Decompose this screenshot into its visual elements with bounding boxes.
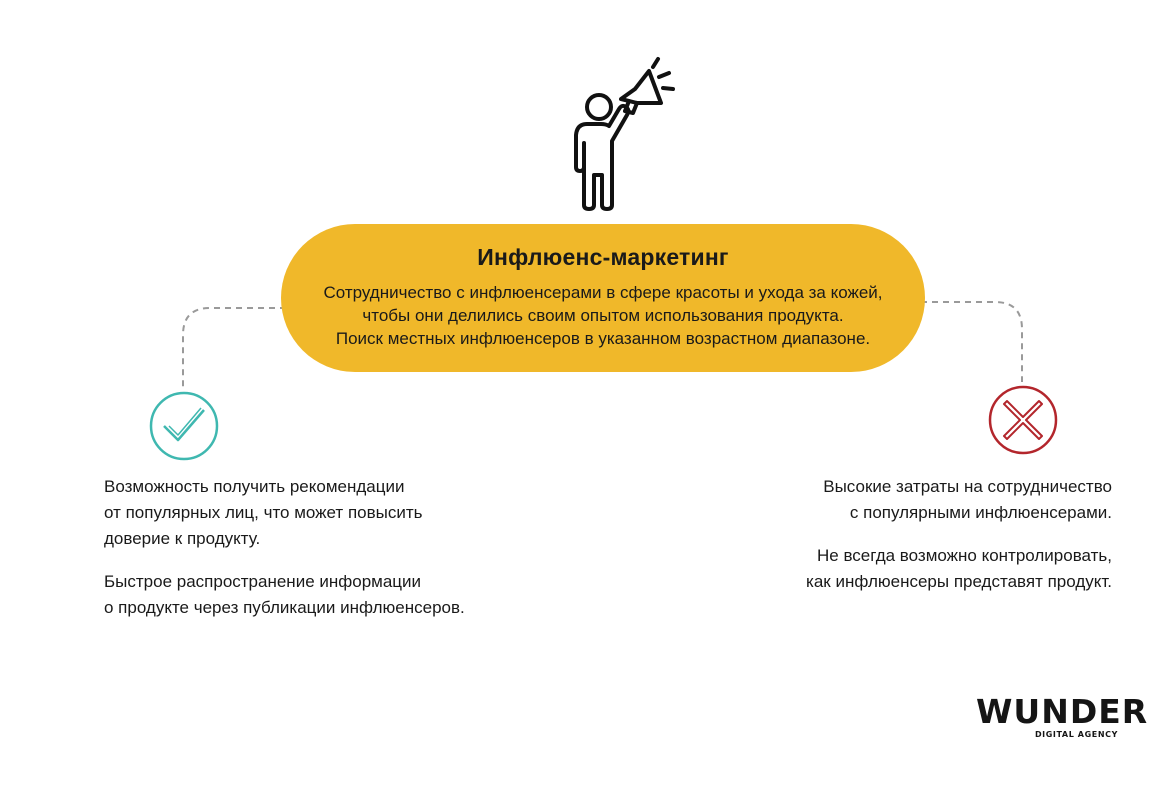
cross-icon (987, 384, 1059, 456)
logo-subtitle: DIGITAL AGENCY (1034, 730, 1118, 739)
center-line: Сотрудничество с инфлюенсерами в сфере красоты и ухода за кожей, (323, 283, 883, 302)
person-megaphone-icon (565, 55, 680, 215)
pros-line: Быстрое распространение информации (104, 572, 422, 591)
cons-line: как инфлюенсеры представят продукт. (806, 572, 1112, 591)
check-icon (148, 390, 220, 462)
pros-line: доверие к продукту. (104, 529, 261, 548)
wunder-logo (976, 694, 1148, 744)
pros-list (104, 474, 465, 638)
cons-paragraph (806, 474, 1112, 526)
logo-word: WUNDER (976, 692, 1149, 731)
cons-line: с популярными инфлюенсерами. (849, 503, 1112, 522)
cons-line: Высокие затраты на сотрудничество (823, 477, 1112, 496)
pros-paragraph (104, 474, 465, 552)
pros-line: о продукте через публикации инфлюенсеров. (104, 598, 465, 617)
cons-line: Не всегда возможно контролировать, (817, 546, 1112, 565)
pros-line: от популярных лиц, что может повысить (104, 503, 423, 522)
center-line: чтобы они делились своим опытом использования продукта. (362, 306, 844, 325)
cons-paragraph (806, 543, 1112, 595)
pros-line: Возможность получить рекомендации (104, 477, 405, 496)
pros-paragraph (104, 569, 465, 621)
center-pill (281, 224, 925, 372)
cons-list (806, 474, 1112, 612)
center-line: Поиск местных инфлюенсеров в указанном возрастном диапазоне. (335, 329, 871, 348)
center-title: Инфлюенс-маркетинг (477, 244, 729, 270)
